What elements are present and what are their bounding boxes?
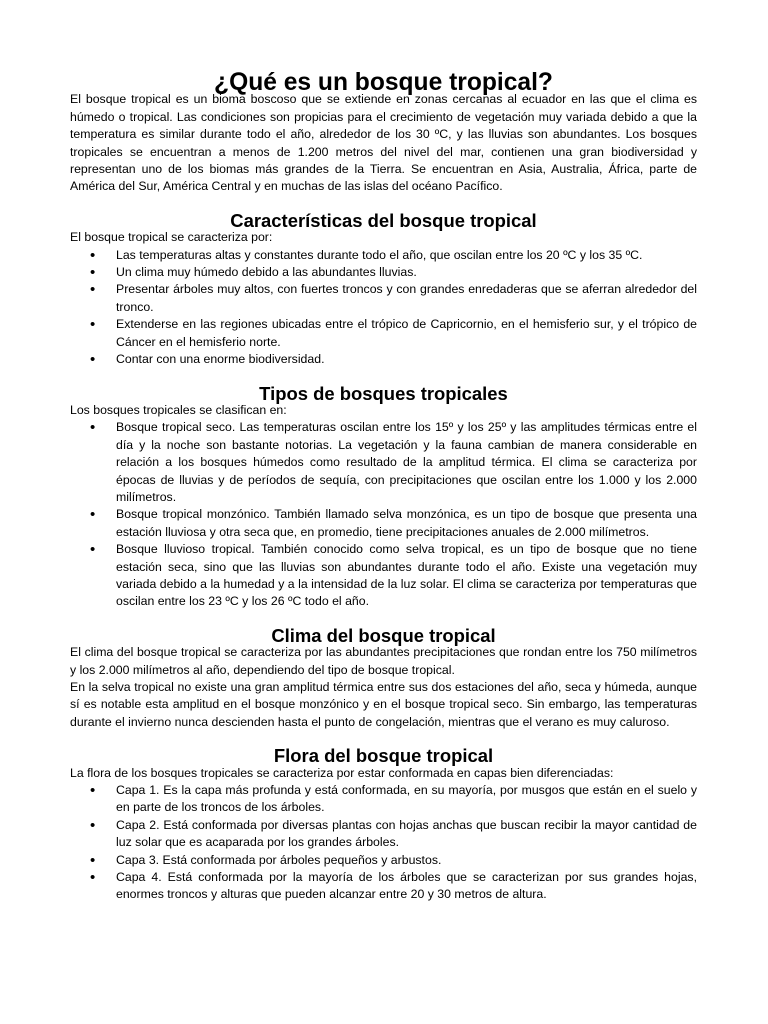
list-item [70, 351, 697, 368]
list-item [70, 869, 697, 904]
list-item [70, 852, 697, 869]
bullet-icon [90, 506, 100, 524]
list-item-text: Un clima muy húmedo debido a las abundantes lluvias. [116, 265, 417, 280]
bullet-list-flora [70, 782, 697, 904]
list-item-text: Bosque tropical seco. Las temperaturas oscilan entre los 15º y los 25º y las amplitudes térmicas entre el día y la noche son bastante notorias. La vegetación y la fauna cambian de manera considerable en relación a los bosques húmedos como resultado de la amplitud térmica. El clima se caracteriza por épocas de lluvias y de períodos de sequía, con precipitaciones que oscilan entre los 1.000 y los 2.000 milímetros. [116, 420, 697, 504]
list-item-text: Capa 3. Está conformada por árboles pequeños y arbustos. [116, 852, 442, 867]
bullet-icon [90, 247, 100, 265]
list-item-text: Extenderse en las regiones ubicadas entre el trópico de Capricornio, en el hemisferio sur, y el trópico de Cáncer en el hemisferio norte. [116, 317, 697, 349]
section-paragraph: El bosque tropical es un bioma boscoso que se extiende en zonas cercanas al ecuador en las que el clima es húmedo o tropical. Las condiciones son propicias para el crecimiento de vegetación muy variada debido a que la temperatura es similar durante todo el año, alrededor de los 30 ºC, y las lluvias son abundantes. Los bosques tropicales se encuentran a menos de 1.200 metros del nivel del mar, contienen una gran biodiversidad y representan uno de los biomas más grandes de la Tierra. Se encuentran en Asia, Australia, África, parte de América del Sur, América Central y en muchas de las islas del océano Pacífico. [70, 92, 697, 194]
list-item [70, 264, 697, 281]
section-paragraph: En la selva tropical no existe una gran amplitud térmica entre sus dos estaciones del año, seca y húmeda, aunque sí es notable esta amplitud en el bosque monzónico y en el bosque tropical seco. Sin embargo, las temperaturas durante el invierno nunca descienden hasta el punto de congelación, mientras que el verano es muy caluroso. [70, 680, 697, 729]
list-item [70, 782, 697, 817]
bullet-icon [90, 782, 100, 800]
list-item-text: Contar con una enorme biodiversidad. [116, 352, 325, 367]
bullet-icon [90, 264, 100, 282]
list-item-text: Capa 1. Es la capa más profunda y está conformada, en su mayoría, por musgos que están en el suelo y en parte de los troncos de los árboles. [116, 783, 697, 815]
bullet-icon [90, 281, 100, 299]
list-item [70, 281, 697, 316]
list-item [70, 419, 697, 506]
list-item [70, 506, 697, 541]
bullet-icon [90, 351, 100, 369]
bullet-icon [90, 541, 100, 559]
list-item-text: Capa 2. Está conformada por diversas plantas con hojas anchas que buscan recibir la mayor cantidad de luz solar que es acaparada por los grandes árboles. [116, 817, 697, 850]
document-page [70, 69, 697, 904]
list-item [70, 247, 697, 264]
section-heading-que-es: ¿Qué es un bosque tropical? [214, 69, 553, 96]
section-intro: Los bosques tropicales se clasifican en: [70, 402, 287, 417]
bullet-icon [90, 817, 100, 835]
bullet-list-caracteristicas [70, 247, 697, 369]
bullet-icon [90, 316, 100, 334]
list-item-text: Bosque lluvioso tropical. También conocido como selva tropical, es un tipo de bosque que no tiene estación seca, sino que las lluvias son abundantes durante todo el año. Existe una vegetación muy variada debido a la humedad y a la intensidad de la luz solar. El clima se caracteriza por temperaturas que oscilan entre los 23 ºC y los 26 ºC todo el año. [116, 542, 697, 609]
list-item [70, 817, 697, 852]
list-item-text: Bosque tropical monzónico. También llamado selva monzónica, es un tipo de bosque que presenta una estación lluviosa y otra seca que, en promedio, tiene precipitaciones anuales de 2.000 milímetros. [116, 507, 697, 539]
bullet-icon [90, 869, 100, 887]
list-item-text: Presentar árboles muy altos, con fuertes troncos y con grandes enredaderas que se aferran alrededor del tronco. [116, 282, 697, 314]
section-heading-caracteristicas: Características del bosque tropical [230, 209, 537, 231]
section-intro: El bosque tropical se caracteriza por: [70, 230, 273, 245]
section-heading-clima: Clima del bosque tropical [271, 624, 496, 646]
section-heading-tipos: Tipos de bosques tropicales [259, 382, 508, 404]
list-item [70, 316, 697, 351]
bullet-icon [90, 852, 100, 870]
bullet-list-tipos [70, 419, 697, 610]
bullet-icon [90, 419, 100, 437]
list-item-text: Capa 4. Está conformada por la mayoría de los árboles que se caracterizan por sus grandes hojas, enormes troncos y alturas que pueden alcanzar entre 20 y 30 metros de altura. [116, 870, 697, 902]
section-heading-flora: Flora del bosque tropical [273, 745, 494, 767]
list-item-text: Las temperaturas altas y constantes durante todo el año, que oscilan entre los 20 ºC y los 35 ºC. [116, 247, 643, 262]
section-paragraph: El clima del bosque tropical se caracteriza por las abundantes precipitaciones que rondan entre los 750 milímetros y los 2.000 milímetros al año, dependiendo del tipo de bosque tropical. [70, 645, 697, 677]
section-intro: La flora de los bosques tropicales se caracteriza por estar conformada en capas bien diferenciadas: [70, 765, 614, 780]
list-item [70, 541, 697, 611]
